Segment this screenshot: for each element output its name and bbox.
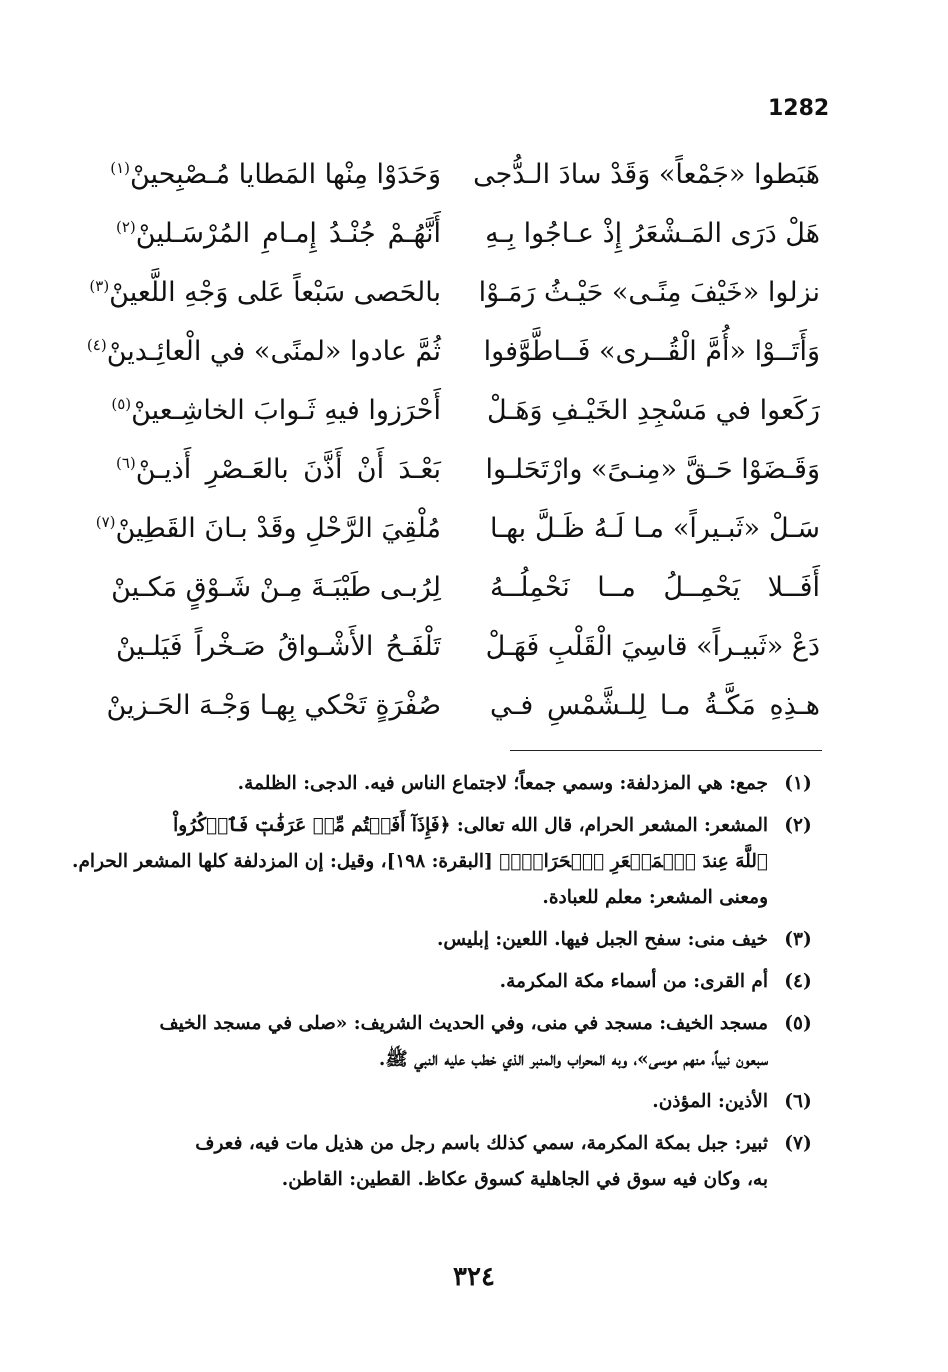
verse-right-hemistich: هـذِهِ مَكَّـةُ مـا لِلـشَّمْسِ فـي: [490, 690, 820, 721]
footnote-reference: (٣): [89, 277, 110, 295]
footnote-reference: (٦): [116, 454, 136, 472]
footnote: [120, 1126, 820, 1198]
verse-left-hemistich: [111, 559, 441, 617]
verse-left-hemistich: [111, 382, 441, 440]
footnote-reference: (٤): [86, 336, 107, 354]
verse-left-text: وَحَدَوْا مِنْها المَطايا مُـصْبِحينْ: [130, 159, 441, 190]
verse-left-text: بَعْـدَ أَنْ أَذَّنَ بالعَـصْرِ أَذيـنْ: [135, 454, 441, 485]
footnote-reference: (٢): [116, 218, 136, 236]
footnote-line: أم القرى: من أسماء مكة المكرمة.: [499, 971, 768, 992]
footnote: [120, 922, 820, 958]
verse-left-text: أَحْرَزوا فيهِ ثَـوابَ الخاشِـعينْ: [131, 395, 441, 426]
verse: [100, 382, 820, 440]
verse: [86, 323, 820, 381]
verse-left-hemistich: [116, 205, 441, 263]
footnote-line: به، وكان فيه سوق في الجاهلية كسوق عكاظ. القطين: القاطن.: [281, 1169, 768, 1190]
verse: [100, 146, 820, 204]
footnote-separator: [510, 750, 822, 751]
footnotes: [72, 766, 820, 1204]
verse-left-text: صُفْرَةٍ تَحْكي بِهـا وَجْـهَ الحَـزينْ: [106, 690, 441, 721]
footnote-line: ٱللَّهَ عِندَ ٱلۡمَشۡعَرِ ٱلۡحَرَامِۖ﴾ [البقرة: ١٩٨]، وقيل: إن المزدلفة كلها المشعر الحرام.: [72, 851, 768, 872]
footnote: [120, 1006, 820, 1078]
footnote-reference: (٥): [111, 395, 132, 413]
footnote-number: (٧): [784, 1133, 812, 1154]
verse: [89, 264, 820, 322]
footnote-line: المشعر: المشعر الحرام، قال الله تعالى: ﴿فَإِذَآ أَفَضۡتُم مِّنۡ عَرَفَٰتٖ فَٱذۡكُرُواْ: [173, 815, 768, 836]
verse-left-hemistich: [116, 441, 441, 499]
footnote-line: ثبير: جبل بمكة المكرمة، سمي كذلك باسم رجل من هذيل مات فيه، فعرف: [195, 1133, 768, 1154]
verse-right-hemistich: دَعْ «ثَبيـراً» قاسِيَ الْقَلْبِ فَهَـلْ: [485, 631, 820, 662]
footnote: [120, 1084, 820, 1120]
footnote-line: مسجد الخيف: مسجد في منى، وفي الحديث الشريف: «صلى في مسجد الخيف: [159, 1013, 768, 1034]
footnote-reference: (١): [110, 159, 130, 177]
verse-right-hemistich: وَقَـضَوْا حَـقَّ «مِنـىً» وارْتَحَلـوا: [485, 454, 820, 485]
poem: [86, 146, 820, 736]
verse-left-text: ثُمَّ عادوا «لمنًى» في الْعائِـدينْ: [106, 336, 441, 367]
verse-left-text: تَلْفَـحُ الأَشْـواقُ صَـخْراً فَيَلـينْ: [116, 631, 441, 662]
footnote: [72, 808, 820, 916]
verse-right-hemistich: هَبَطوا «جَمْعاً» وَقَدْ سادَ الـدُّجى: [473, 159, 820, 190]
verse-right-hemistich: أَفَــلا يَحْمِــلُ مــا نَحْمِلُــهُ: [490, 572, 820, 603]
verse-left-hemistich: [89, 264, 441, 322]
page-number-top: 1282: [768, 96, 830, 121]
verse-right-hemistich: سَـلْ «ثَبـيراً» مـا لَـهُ ظَـلَّ بهـا: [490, 513, 820, 544]
footnote-line: سبعون نبياً، منهم موسى»، وبه المحراب والمنبر الذي خطب عليه النبي ﷺ.: [378, 1049, 768, 1070]
footnote-reference: (٧): [95, 513, 116, 531]
footnote-line: خيف منى: سفح الجبل فيها. اللعين: إبليس.: [436, 929, 768, 950]
verse: [100, 618, 820, 676]
verse-right-hemistich: هَلْ دَرَى المَـشْعَرُ إِذْ عـاجُوا بِـهِ: [485, 218, 820, 249]
verse-left-hemistich: [110, 146, 441, 204]
verse-right-hemistich: وَأَتَــوْا «أُمَّ الْقُــرى» فَــاطَّوَّفوا: [483, 336, 820, 367]
footnote-number: (٤): [784, 971, 812, 992]
footnote-line: جمع: هي المزدلفة: وسمي جمعاً؛ لاجتماع الناس فيه. الدجى: الظلمة.: [237, 773, 768, 794]
verse-right-hemistich: نزلوا «خَيْفَ مِنًـى» حَيْـثُ رَمَـوْا: [478, 277, 820, 308]
verse: [100, 677, 820, 735]
verse-right-hemistich: رَكَعوا في مَسْجِدِ الخَيْـفِ وَهَـلْ: [486, 395, 820, 426]
verse-left-text: لِرُبـى طَيْبَـةَ مِـنْ شَـوْقٍ مَكـينْ: [111, 572, 441, 603]
verse: [95, 500, 820, 558]
footnote-number: (٢): [784, 815, 812, 836]
verse-left-text: مُلْقِيَ الرَّحْلِ وقَدْ بـانَ القَطِينْ: [115, 513, 441, 544]
verse-left-text: بالحَصى سَبْعاً عَلى وَجْهِ اللَّعينْ: [109, 277, 441, 308]
verse: [100, 559, 820, 617]
footnote-line: ومعنى المشعر: معلم للعبادة.: [542, 887, 768, 908]
footnote-number: (٥): [784, 1013, 812, 1034]
verse-left-hemistich: [95, 500, 441, 558]
page-number-bottom: ٣٢٤: [453, 1262, 495, 1292]
footnote-line: الأذين: المؤذن.: [652, 1091, 768, 1112]
verse-left-hemistich: [86, 323, 441, 381]
footnote-number: (١): [784, 773, 812, 794]
verse: [100, 205, 820, 263]
verse-left-hemistich: [106, 677, 441, 735]
verse: [100, 441, 820, 499]
footnote: [120, 766, 820, 802]
verse-left-hemistich: [116, 618, 441, 676]
verse-left-text: أَنَّهُـمْ جُنْـدُ إِمـامِ المُرْسَـلينْ: [135, 218, 441, 249]
footnote-number: (٣): [784, 929, 812, 950]
footnote: [120, 964, 820, 1000]
footnote-number: (٦): [784, 1091, 812, 1112]
